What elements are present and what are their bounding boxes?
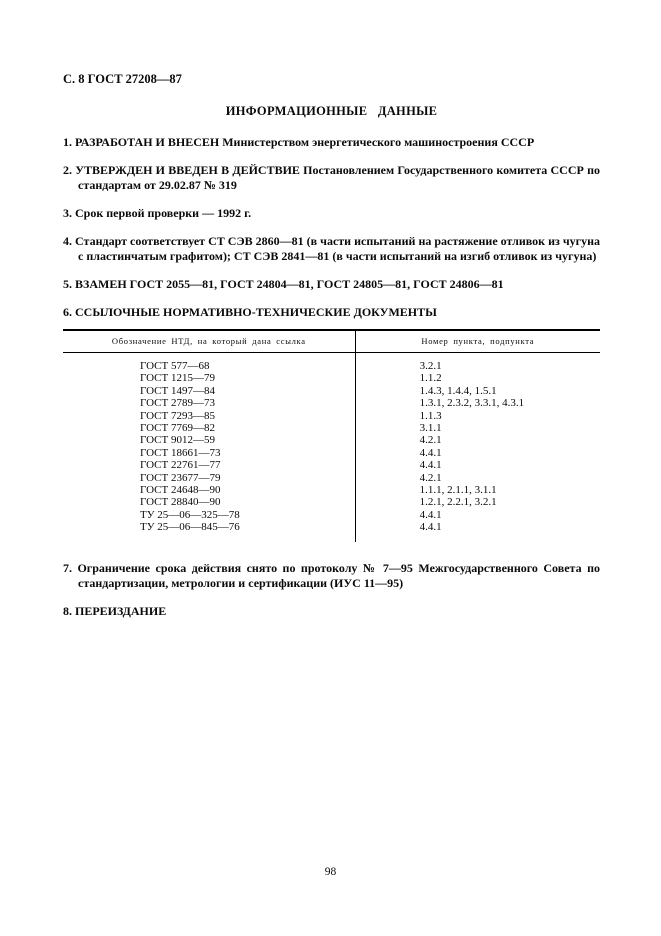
clause-cell: 1.4.3, 1.4.4, 1.5.1: [419, 384, 497, 397]
clause-cell: 4.4.1: [419, 508, 442, 521]
table-header-ntd: Обозначение НТД, на который дана ссылка: [63, 331, 356, 352]
list-item: 3. Срок первой проверки — 1992 г.: [63, 206, 252, 220]
clause-cell: 4.4.1: [419, 446, 442, 459]
list-item: 1. РАЗРАБОТАН И ВНЕСЕН Министерством энергетического машиностроения СССР: [63, 135, 535, 149]
table-header-clause: Номер пункта, подпункта: [421, 336, 535, 346]
ntd-cell: ГОСТ 24648—90: [140, 484, 221, 497]
table-body: [63, 353, 600, 542]
clause-column: [356, 353, 600, 542]
clause-cell: 4.2.1: [419, 434, 442, 447]
clause-cell: 1.1.3: [419, 409, 442, 422]
ntd-cell: ГОСТ 18661—73: [140, 446, 221, 459]
clause-cell: 4.2.1: [419, 471, 442, 484]
items-top: [63, 135, 600, 320]
list-item: 4. Стандарт соответствует СТ СЭВ 2860—81 (в части испытаний на растяжение отливок из чугуна с пластинчатым графитом); СТ СЭВ 2841—81 (в части испытаний на изгиб отливок из чугуна): [63, 234, 600, 263]
ntd-cell: ГОСТ 2789—73: [140, 397, 215, 410]
ntd-cell: ГОСТ 22761—77: [140, 459, 221, 472]
list-item: 5. ВЗАМЕН ГОСТ 2055—81, ГОСТ 24804—81, ГОСТ 24805—81, ГОСТ 24806—81: [63, 277, 504, 291]
clause-cell: 1.2.1, 2.2.1, 3.2.1: [419, 496, 497, 509]
clause-cell: 1.3.1, 2.3.2, 3.3.1, 4.3.1: [419, 397, 525, 410]
references-table: [63, 329, 600, 542]
clause-cell: 3.2.1: [419, 360, 442, 372]
ntd-cell: ГОСТ 9012—59: [140, 434, 215, 447]
clause-cell: 4.4.1: [419, 459, 442, 472]
ntd-column: [63, 353, 356, 542]
ntd-cell: ГОСТ 1215—79: [140, 372, 215, 385]
ntd-cell: ГОСТ 7293—85: [140, 409, 215, 422]
ntd-cell: ГОСТ 23677—79: [140, 471, 221, 484]
ntd-cell: ГОСТ 1497—84: [140, 384, 215, 397]
ntd-cell: ТУ 25—06—325—78: [140, 508, 240, 521]
clause-cell: 4.4.1: [419, 521, 442, 534]
clause-cell: 1.1.1, 2.1.1, 3.1.1: [419, 484, 497, 497]
page-number: 98: [324, 866, 337, 878]
list-item: 6. ССЫЛОЧНЫЕ НОРМАТИВНО-ТЕХНИЧЕСКИЕ ДОКУМЕНТЫ: [63, 305, 437, 319]
items-bottom: [63, 561, 600, 619]
clause-cell: 3.1.1: [419, 422, 442, 435]
clause-cell: 1.1.2: [419, 372, 442, 385]
ntd-cell: ГОСТ 7769—82: [140, 422, 215, 435]
running-header: С. 8 ГОСТ 27208—87: [63, 72, 182, 86]
page-content: [63, 72, 600, 632]
ntd-cell: ГОСТ 577—68: [140, 360, 210, 372]
ntd-cell: ГОСТ 28840—90: [140, 496, 221, 509]
page-title: ИНФОРМАЦИОННЫЕ ДАННЫЕ: [225, 104, 438, 118]
list-item: 7. Ограничение срока действия снято по протоколу № 7—95 Межгосударственного Совета по стандартизации, метрологии и сертификации (ИУС 11—95): [63, 560, 600, 590]
table-header-row: [63, 331, 600, 353]
list-item: 8. ПЕРЕИЗДАНИЕ: [63, 603, 167, 618]
list-item: 2. УТВЕРЖДЕН И ВВЕДЕН В ДЕЙСТВИЕ Постановлением Государственного комитета СССР по стандартам от 29.02.87 № 319: [63, 163, 600, 192]
ntd-cell: ТУ 25—06—845—76: [140, 521, 240, 534]
